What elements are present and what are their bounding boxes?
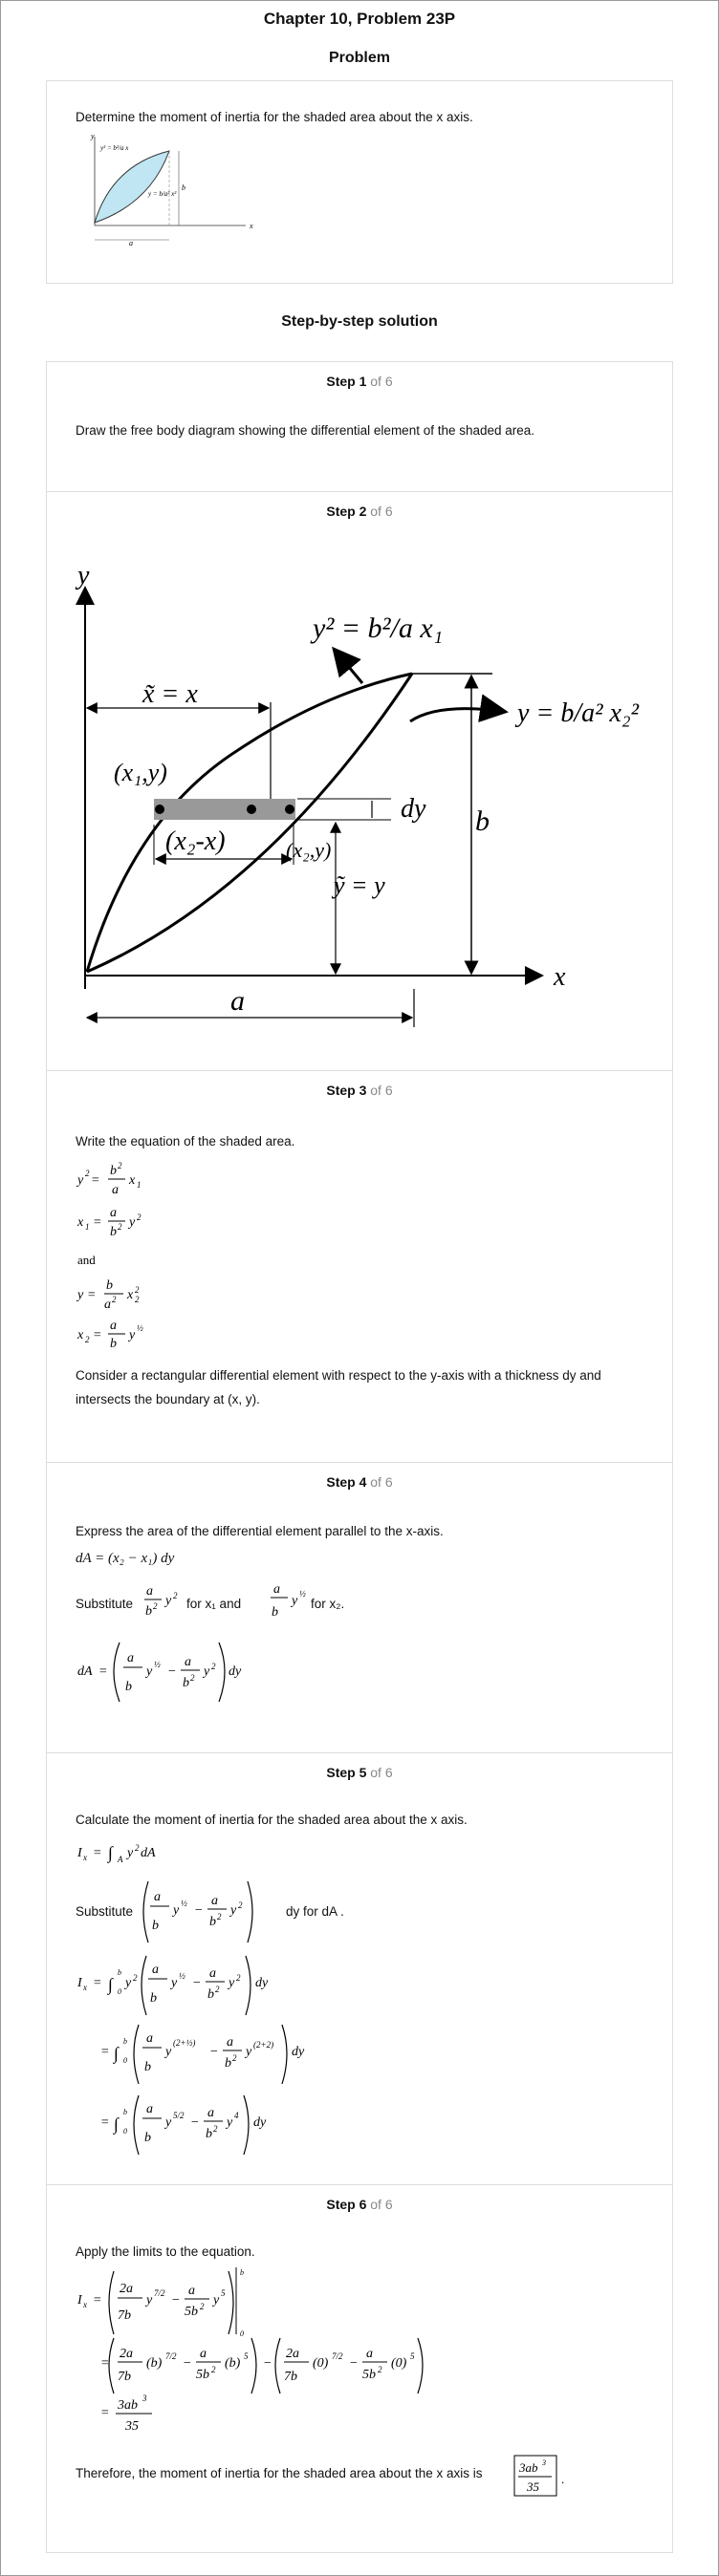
step-4-of: of 6: [370, 1474, 393, 1490]
svg-text:dA: dA: [77, 1664, 93, 1679]
svg-text:a: a: [209, 1966, 216, 1981]
svg-text:y: y: [125, 1976, 132, 1990]
diagram-x-label: x: [554, 962, 566, 992]
shaded-area: [95, 151, 169, 223]
svg-text:−: −: [194, 1903, 204, 1918]
centroid-point: [247, 805, 256, 814]
svg-text:(b): (b): [146, 2356, 163, 2371]
svg-text:=: =: [93, 1846, 102, 1860]
svg-text:y: y: [146, 2293, 153, 2308]
svg-text:a: a: [207, 2106, 214, 2120]
svg-text:y: y: [213, 2293, 220, 2308]
svg-text:b: b: [123, 2108, 127, 2116]
svg-text:−: −: [190, 2115, 200, 2130]
step-3-number: Step 3: [326, 1083, 367, 1098]
svg-text:a: a: [112, 1183, 119, 1197]
svg-text:dA: dA: [141, 1846, 156, 1860]
fig-x-label: x: [250, 222, 253, 230]
svg-text:0: 0: [123, 2127, 127, 2136]
svg-text:a: a: [104, 1298, 111, 1312]
problem-card: [46, 80, 673, 284]
step-1-text: Draw the free body diagram showing the differential element of the shaded area.: [76, 423, 535, 438]
step-4-substitute: Substitute: [76, 1597, 134, 1611]
diagram-y-label: y: [77, 561, 90, 590]
svg-text:∫: ∫: [108, 1975, 113, 1994]
point1-label: (x₁,y): [114, 759, 167, 786]
step-2-header: [47, 504, 672, 519]
svg-text:x: x: [77, 1328, 84, 1342]
svg-text:35: 35: [125, 2419, 139, 2434]
svg-text:y: y: [229, 1976, 235, 1990]
step-3-outro-1: Consider a rectangular differential element with respect to the y-axis with a thickness dy and: [76, 1368, 601, 1383]
step-6-eq-chain: [76, 2265, 458, 2457]
svg-text:∫: ∫: [114, 2114, 119, 2134]
svg-text:=: =: [98, 1664, 108, 1679]
step-6-of: of 6: [370, 2197, 393, 2212]
svg-text:y: y: [246, 2045, 252, 2059]
svg-text:A: A: [118, 1855, 123, 1864]
fig-y-label: y: [91, 132, 95, 140]
svg-text:(b): (b): [225, 2356, 241, 2371]
step-4-eq1: dA = (x₂ − x₁) dy: [76, 1551, 175, 1566]
svg-text:b: b: [123, 2037, 127, 2046]
svg-text:1: 1: [137, 1180, 142, 1190]
svg-text:2a: 2a: [120, 2282, 133, 2296]
svg-text:3: 3: [542, 2458, 546, 2467]
step-3-equations: [76, 1157, 267, 1348]
step-5-substitute: Substitute: [76, 1904, 134, 1919]
point2-label: (x₂,y): [286, 838, 332, 862]
point-x2: [285, 805, 294, 814]
svg-text:dy: dy: [292, 2045, 305, 2059]
step-3-outro-2: intersects the boundary at (x, y).: [76, 1392, 260, 1406]
svg-text:b: b: [110, 1225, 117, 1239]
step-6-number: Step 6: [326, 2197, 367, 2212]
width-label: (x₂-x): [165, 826, 226, 856]
svg-text:=: =: [87, 1288, 97, 1302]
svg-text:b: b: [110, 1337, 117, 1348]
fig-b-label: b: [182, 183, 185, 192]
svg-text:b: b: [183, 1676, 189, 1690]
svg-text:a: a: [227, 2035, 233, 2050]
svg-text:2: 2: [213, 2124, 218, 2134]
step-5-subst-expr: [139, 1878, 282, 1946]
svg-text:2: 2: [211, 1662, 216, 1671]
step-6-card: [46, 2184, 673, 2553]
fig-lower-curve: y = b/a² x²: [148, 190, 177, 198]
svg-text:a: a: [366, 2347, 373, 2361]
svg-text:b: b: [110, 1164, 117, 1178]
step-3-header: [47, 1083, 672, 1098]
svg-text:2: 2: [232, 2053, 237, 2063]
svg-text:5b: 5b: [185, 2305, 198, 2319]
svg-text:2: 2: [173, 1591, 178, 1600]
fbd-diagram: [47, 530, 672, 1065]
point-x1: [155, 805, 164, 814]
step-5-number: Step 5: [326, 1765, 367, 1780]
dy-label: dy: [401, 794, 426, 824]
svg-text:y: y: [165, 2045, 172, 2059]
svg-text:a: a: [185, 1655, 191, 1669]
svg-text:y: y: [292, 1594, 298, 1608]
b-label: b: [475, 805, 490, 837]
step-5-eq1: [76, 1835, 190, 1864]
svg-text:x: x: [83, 2300, 87, 2309]
svg-text:b: b: [207, 1987, 214, 2002]
svg-text:I: I: [77, 1846, 82, 1860]
step-3-of: of 6: [370, 1083, 393, 1098]
step-5-intro: Calculate the moment of inertia for the shaded area about the x axis.: [76, 1813, 468, 1827]
svg-text:½: ½: [181, 1899, 187, 1908]
svg-text:2: 2: [118, 1222, 122, 1232]
step-5-header: [47, 1765, 672, 1780]
svg-text:=: =: [93, 1215, 102, 1230]
svg-text:½: ½: [154, 1660, 161, 1669]
svg-text:y: y: [146, 1664, 153, 1679]
svg-text:y: y: [129, 1215, 136, 1230]
svg-text:a: a: [110, 1206, 117, 1220]
svg-text:½: ½: [299, 1589, 306, 1599]
svg-text:5b: 5b: [362, 2368, 376, 2382]
svg-text:a: a: [152, 1963, 159, 1977]
svg-text:b: b: [125, 1680, 132, 1694]
svg-text:dy: dy: [229, 1664, 242, 1679]
step-6-intro: Apply the limits to the equation.: [76, 2244, 255, 2259]
svg-text:b: b: [150, 1991, 157, 2006]
step-1-header: [47, 374, 672, 389]
step-1-card: [46, 361, 673, 493]
svg-text:a: a: [154, 1890, 161, 1904]
xtilde-label: x̃ = x: [142, 679, 198, 709]
svg-text:(2+½): (2+½): [173, 2038, 196, 2048]
svg-text:7/2: 7/2: [165, 2351, 177, 2361]
svg-text:b: b: [106, 1278, 113, 1293]
svg-text:a: a: [146, 2031, 153, 2046]
svg-text:−: −: [167, 1664, 177, 1679]
svg-text:b: b: [209, 1915, 216, 1929]
svg-text:I: I: [77, 1976, 82, 1990]
step-6-conclusion: Therefore, the moment of inertia for the shaded area about the x axis is: [76, 2466, 483, 2480]
svg-text:−: −: [349, 2356, 359, 2371]
chapter-title: Chapter 10, Problem 23P: [263, 10, 456, 28]
problem-heading: Problem: [328, 50, 390, 66]
svg-text:x: x: [127, 1288, 134, 1302]
step-5-card: [46, 1752, 673, 2186]
a-label: a: [230, 985, 245, 1017]
svg-text:dy: dy: [253, 2115, 267, 2130]
svg-text:2: 2: [378, 2365, 382, 2374]
final-answer-box: [513, 2455, 571, 2499]
svg-text:y: y: [230, 1903, 237, 1918]
svg-text:2: 2: [215, 1985, 220, 1994]
problem-figure: [74, 127, 265, 247]
svg-text:∫: ∫: [108, 1843, 113, 1862]
svg-text:3ab: 3ab: [519, 2460, 538, 2475]
svg-text:2: 2: [238, 1900, 243, 1910]
svg-text:2: 2: [85, 1335, 90, 1344]
differential-element: [154, 799, 295, 820]
svg-text:=: =: [91, 1173, 100, 1188]
svg-text:5/2: 5/2: [173, 2111, 185, 2120]
svg-text:b: b: [272, 1605, 278, 1620]
svg-text:y: y: [171, 1976, 178, 1990]
svg-text:2: 2: [135, 1285, 140, 1295]
step-6-header: [47, 2197, 672, 2212]
svg-text:2a: 2a: [286, 2347, 299, 2361]
svg-text:=: =: [93, 2293, 102, 2308]
svg-text:=: =: [100, 2406, 110, 2420]
svg-text:a: a: [273, 1582, 280, 1597]
svg-text:=: =: [100, 2356, 110, 2371]
svg-text:(2+2): (2+2): [253, 2040, 274, 2050]
lower-eq-label: y = b/a² x₂²: [517, 698, 640, 728]
step-4-number: Step 4: [326, 1474, 367, 1490]
step-5-of: of 6: [370, 1765, 393, 1780]
fig-upper-curve: y² = b²/a x: [100, 144, 129, 152]
step-3-and: and: [77, 1253, 96, 1267]
svg-text:(0): (0): [313, 2356, 329, 2371]
svg-text:a: a: [146, 1584, 153, 1599]
step-4-card: [46, 1462, 673, 1754]
svg-text:b: b: [240, 2268, 244, 2277]
step-2-card: [46, 491, 673, 1072]
svg-text:b: b: [118, 1968, 121, 1977]
svg-text:2: 2: [153, 1601, 158, 1611]
svg-text:b: b: [206, 2127, 212, 2141]
svg-text:a: a: [110, 1319, 117, 1333]
svg-text:5b: 5b: [196, 2368, 209, 2382]
svg-text:y: y: [173, 1903, 180, 1918]
step-3-intro: Write the equation of the shaded area.: [76, 1134, 295, 1148]
svg-text:x: x: [77, 1215, 84, 1230]
svg-text:b: b: [152, 1919, 159, 1933]
svg-text:x: x: [129, 1173, 136, 1188]
upper-curve: [87, 674, 412, 972]
step-5-eq-chain: [76, 1950, 343, 2179]
upper-eq-label: y² = b²/a x₁: [313, 612, 444, 644]
svg-text:a: a: [146, 2102, 153, 2116]
svg-text:2: 2: [137, 1213, 142, 1222]
svg-text:x: x: [83, 1853, 87, 1862]
svg-text:1: 1: [85, 1222, 90, 1232]
lower-curve: [87, 674, 412, 972]
svg-text:y: y: [165, 2115, 172, 2130]
svg-text:35: 35: [527, 2479, 539, 2494]
svg-text:3: 3: [142, 2394, 147, 2403]
svg-text:a: a: [127, 1651, 134, 1665]
step-4-for-x2: for x₂.: [311, 1597, 345, 1611]
svg-text:−: −: [183, 2356, 192, 2371]
svg-text:2: 2: [190, 1673, 195, 1683]
svg-text:=: =: [93, 1976, 102, 1990]
svg-text:2: 2: [217, 1912, 222, 1921]
svg-text:2a: 2a: [120, 2347, 133, 2361]
svg-text:y: y: [204, 1664, 210, 1679]
svg-text:2: 2: [118, 1161, 122, 1170]
solution-heading: Step-by-step solution: [281, 313, 438, 330]
svg-text:0: 0: [240, 2329, 244, 2338]
svg-text:−: −: [192, 1976, 202, 1990]
svg-text:(0): (0): [391, 2356, 407, 2371]
svg-text:½: ½: [179, 1971, 185, 1981]
step-4-header: [47, 1474, 672, 1490]
svg-text:y: y: [227, 2115, 233, 2130]
svg-text:a: a: [188, 2284, 195, 2298]
svg-text:x: x: [83, 1983, 87, 1992]
svg-text:7b: 7b: [118, 2370, 131, 2384]
svg-text:2: 2: [200, 2302, 205, 2311]
svg-text:b: b: [144, 2131, 151, 2145]
svg-text:y: y: [129, 1328, 136, 1342]
svg-text:y: y: [165, 1594, 172, 1608]
upper-eq-pointer: [334, 649, 362, 683]
svg-text:2: 2: [112, 1295, 117, 1304]
svg-text:½: ½: [137, 1323, 143, 1333]
svg-text:−: −: [171, 2293, 181, 2308]
svg-text:=: =: [100, 2045, 110, 2059]
svg-text:b: b: [145, 1604, 152, 1619]
svg-text:2: 2: [133, 1973, 138, 1983]
svg-text:4: 4: [234, 2111, 239, 2120]
svg-text:=: =: [100, 2115, 110, 2130]
svg-text:−: −: [263, 2356, 272, 2371]
svg-text:b: b: [225, 2056, 231, 2071]
step-4-intro: Express the area of the differential element parallel to the x-axis.: [76, 1524, 444, 1538]
fig-a-label: a: [129, 239, 133, 247]
svg-text:2: 2: [85, 1169, 90, 1178]
svg-text:.: .: [561, 2472, 565, 2486]
svg-text:2: 2: [135, 1295, 140, 1304]
svg-text:I: I: [77, 2293, 82, 2308]
lower-eq-pointer: [410, 709, 506, 721]
step-1-number: Step 1: [326, 374, 367, 389]
svg-text:dy: dy: [255, 1976, 269, 1990]
svg-text:3ab: 3ab: [118, 2398, 138, 2413]
step-4-for-x1: for x₁ and: [186, 1597, 242, 1611]
svg-text:y: y: [77, 1288, 84, 1302]
svg-text:7/2: 7/2: [154, 2288, 165, 2298]
step-1-of: of 6: [370, 374, 393, 389]
svg-text:5: 5: [244, 2351, 249, 2361]
svg-text:0: 0: [118, 1987, 121, 1996]
svg-text:b: b: [144, 2060, 151, 2074]
svg-text:7b: 7b: [284, 2370, 297, 2384]
svg-text:7b: 7b: [118, 2308, 131, 2323]
step-3-card: [46, 1070, 673, 1464]
svg-text:7/2: 7/2: [332, 2351, 343, 2361]
svg-text:2: 2: [135, 1843, 140, 1853]
svg-text:y: y: [77, 1173, 84, 1188]
problem-text: Determine the moment of inertia for the shaded area about the x axis.: [76, 110, 473, 124]
svg-text:2: 2: [236, 1973, 241, 1983]
svg-text:y: y: [127, 1846, 134, 1860]
svg-text:2: 2: [211, 2365, 216, 2374]
svg-text:=: =: [93, 1328, 102, 1342]
ytilde-label: ỹ = y: [334, 871, 385, 899]
svg-text:5: 5: [410, 2351, 415, 2361]
svg-text:a: a: [200, 2347, 207, 2361]
step-5-for-dA: dy for dA .: [286, 1904, 344, 1919]
svg-text:∫: ∫: [114, 2044, 119, 2063]
svg-text:−: −: [209, 2045, 219, 2059]
step-2-of: of 6: [370, 504, 393, 519]
svg-text:0: 0: [123, 2056, 127, 2065]
svg-text:a: a: [211, 1894, 218, 1908]
step-2-number: Step 2: [326, 504, 367, 519]
step-4-eq2: [76, 1635, 267, 1707]
svg-text:5: 5: [221, 2288, 226, 2298]
